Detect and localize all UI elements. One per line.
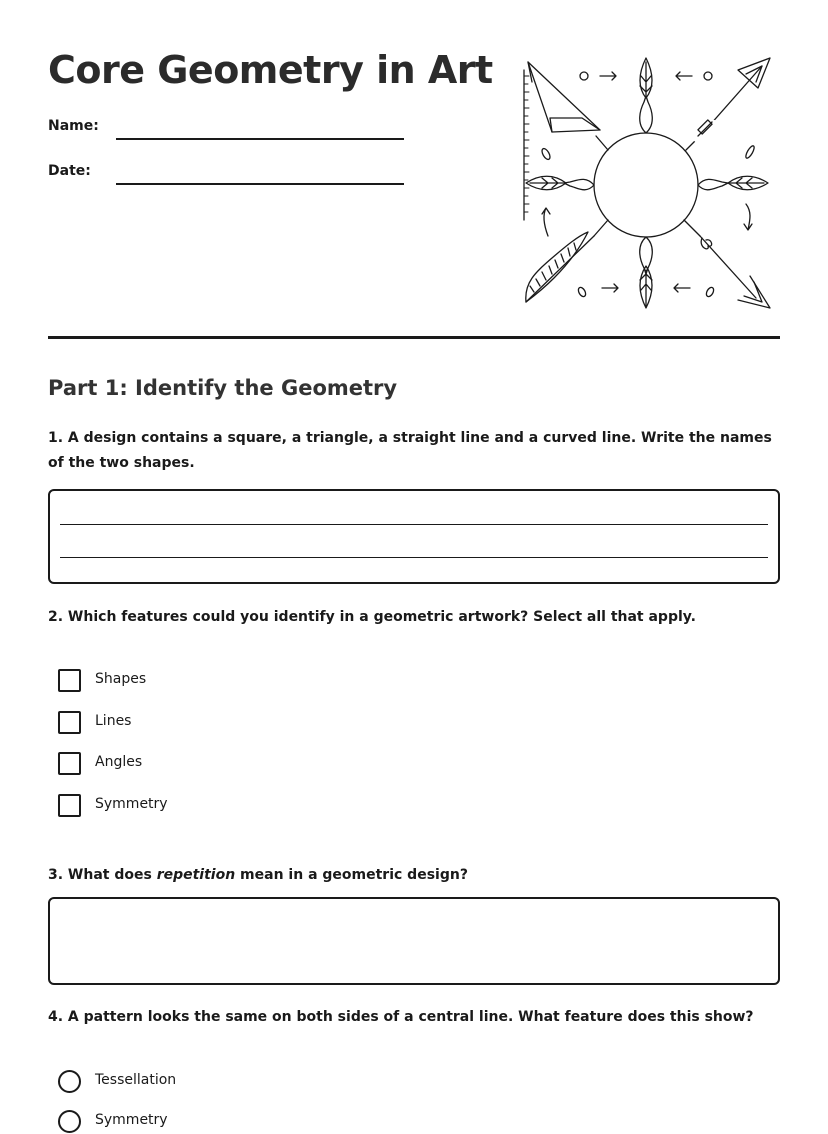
question-3-emphasis: repetition (156, 867, 236, 883)
question-2: 2. Which features could you identify in a geometric artwork? Select all that apply. (48, 609, 696, 625)
radio-button[interactable] (58, 1070, 81, 1093)
option-label: Symmetry (95, 1112, 168, 1128)
question-3-prefix: 3. What does (48, 867, 157, 883)
checkbox[interactable] (58, 794, 81, 817)
answer-line (60, 524, 768, 525)
question-1: 1. A design contains a square, a triangle, a straight line and a curved line. Write the names of the two shapes. (48, 430, 772, 471)
option-label: Shapes (95, 671, 147, 687)
part1-heading: Part 1: Identify the Geometry (48, 376, 398, 400)
option-label: Symmetry (95, 796, 168, 812)
checkbox[interactable] (58, 669, 81, 692)
checkbox[interactable] (58, 752, 81, 775)
name-input-line[interactable] (116, 138, 404, 140)
question-3-suffix: mean in a geometric design? (235, 867, 468, 883)
question-3 (48, 863, 782, 888)
option-label: Angles (95, 754, 143, 770)
name-field-row (48, 118, 408, 148)
checkbox[interactable] (58, 711, 81, 734)
radio-button[interactable] (58, 1110, 81, 1133)
question-4: 4. A pattern looks the same on both sides of a central line. What feature does this show? (48, 1009, 754, 1025)
question-1-answer-box[interactable] (48, 489, 780, 584)
date-input-line[interactable] (116, 183, 404, 185)
option-label: Lines (95, 713, 132, 729)
date-field-row (48, 163, 408, 193)
option-label: Tessellation (95, 1072, 177, 1088)
section-divider (48, 336, 780, 339)
question-3-answer-box[interactable] (48, 897, 780, 985)
page-title: Core Geometry in Art (48, 48, 493, 92)
answer-line (60, 557, 768, 558)
date-label: Date: (48, 163, 91, 179)
compass-rose-illustration (516, 52, 778, 314)
name-label: Name: (48, 118, 99, 134)
